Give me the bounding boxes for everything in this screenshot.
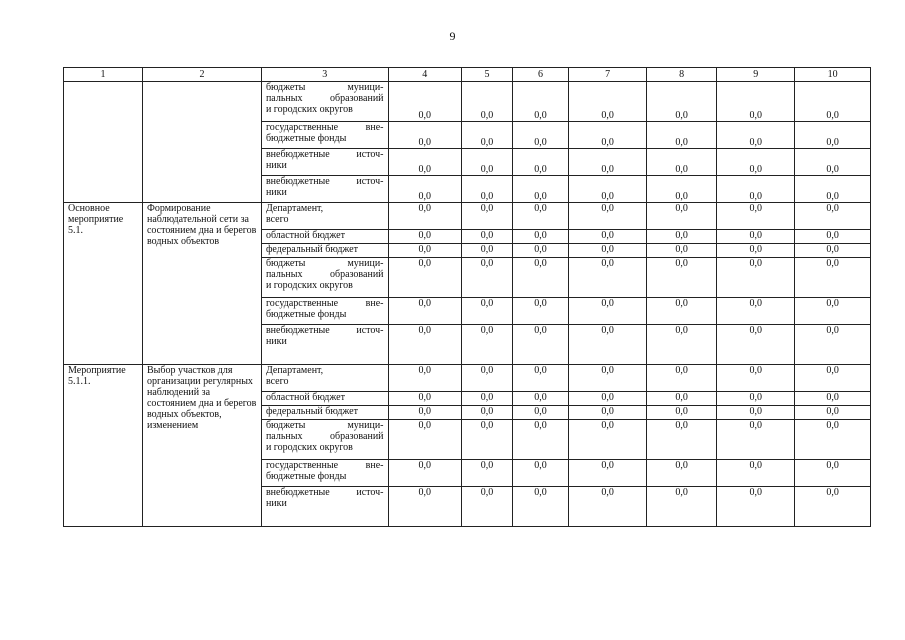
value-cell: 0,0: [512, 122, 568, 149]
table-row: [64, 365, 871, 392]
funding-source-cell: [261, 230, 388, 244]
value-cell: 0,0: [388, 122, 462, 149]
value-cell: 0,0: [569, 244, 647, 258]
funding-source-line: государственные вне-: [265, 460, 384, 471]
measure-name-cell: Формирование наблюдательной сети за состоянием дна и берегов водных объектов: [142, 203, 261, 365]
value-cell: 0,0: [569, 176, 647, 203]
column-number: 3: [261, 68, 388, 82]
column-number: 1: [64, 68, 143, 82]
value-cell: 0,0: [717, 82, 795, 122]
value-cell: 0,0: [388, 392, 462, 406]
value-cell: 0,0: [462, 176, 513, 203]
column-number: 7: [569, 68, 647, 82]
value-cell: 0,0: [717, 392, 795, 406]
funding-source-cell: [261, 82, 388, 122]
funding-source-line: Департамент,: [265, 365, 324, 376]
value-cell: 0,0: [569, 298, 647, 325]
column-number: 5: [462, 68, 513, 82]
value-cell: 0,0: [388, 406, 462, 420]
value-cell: 0,0: [795, 149, 871, 176]
value-cell: 0,0: [462, 298, 513, 325]
value-cell: 0,0: [647, 203, 717, 230]
value-cell: 0,0: [388, 176, 462, 203]
value-cell: 0,0: [717, 365, 795, 392]
value-cell: 0,0: [388, 460, 462, 487]
funding-source-cell: [261, 203, 388, 230]
column-number: 9: [717, 68, 795, 82]
value-cell: 0,0: [795, 365, 871, 392]
value-cell: 0,0: [462, 325, 513, 365]
value-cell: 0,0: [462, 203, 513, 230]
value-cell: 0,0: [569, 406, 647, 420]
funding-source-line: всего: [265, 376, 289, 387]
funding-source-line: областной бюджет: [265, 392, 345, 403]
value-cell: 0,0: [795, 420, 871, 460]
value-cell: 0,0: [512, 325, 568, 365]
funding-source-line: государственные вне-: [265, 122, 384, 133]
table-row: [64, 82, 871, 122]
value-cell: 0,0: [388, 230, 462, 244]
value-cell: 0,0: [795, 298, 871, 325]
value-cell: 0,0: [647, 122, 717, 149]
value-cell: 0,0: [569, 230, 647, 244]
value-cell: 0,0: [569, 460, 647, 487]
value-cell: 0,0: [795, 392, 871, 406]
value-cell: 0,0: [512, 365, 568, 392]
value-cell: 0,0: [647, 460, 717, 487]
value-cell: 0,0: [388, 420, 462, 460]
value-cell: 0,0: [717, 122, 795, 149]
value-cell: 0,0: [647, 298, 717, 325]
column-number: 6: [512, 68, 568, 82]
funding-source-line: ники: [265, 336, 287, 347]
funding-source-line: государственные вне-: [265, 298, 384, 309]
value-cell: 0,0: [462, 365, 513, 392]
value-cell: 0,0: [569, 122, 647, 149]
value-cell: 0,0: [795, 258, 871, 298]
value-cell: 0,0: [717, 460, 795, 487]
value-cell: 0,0: [647, 487, 717, 527]
funding-source-line: пальных образований: [265, 431, 384, 442]
value-cell: 0,0: [462, 244, 513, 258]
value-cell: 0,0: [717, 244, 795, 258]
value-cell: 0,0: [569, 420, 647, 460]
value-cell: 0,0: [569, 365, 647, 392]
value-cell: 0,0: [512, 203, 568, 230]
value-cell: 0,0: [647, 392, 717, 406]
value-cell: 0,0: [462, 420, 513, 460]
measure-code-cell: Основное мероприятие 5.1.: [64, 203, 143, 365]
funding-source-line: Департамент,: [265, 203, 324, 214]
value-cell: 0,0: [462, 392, 513, 406]
funding-source-line: и городских округов: [265, 104, 353, 115]
value-cell: 0,0: [388, 149, 462, 176]
value-cell: 0,0: [512, 244, 568, 258]
funding-source-cell: [261, 298, 388, 325]
funding-source-line: федеральный бюджет: [265, 406, 358, 417]
value-cell: 0,0: [388, 298, 462, 325]
value-cell: 0,0: [462, 82, 513, 122]
value-cell: 0,0: [462, 406, 513, 420]
value-cell: 0,0: [512, 230, 568, 244]
funding-source-cell: [261, 258, 388, 298]
value-cell: 0,0: [462, 460, 513, 487]
value-cell: 0,0: [388, 365, 462, 392]
funding-source-line: внебюджетные источ-: [265, 176, 384, 187]
funding-source-line: внебюджетные источ-: [265, 325, 384, 336]
value-cell: 0,0: [569, 203, 647, 230]
value-cell: 0,0: [795, 230, 871, 244]
value-cell: 0,0: [647, 230, 717, 244]
measure-code-cell: [64, 82, 143, 203]
value-cell: 0,0: [717, 406, 795, 420]
value-cell: 0,0: [795, 122, 871, 149]
value-cell: 0,0: [512, 460, 568, 487]
column-number-row: [64, 68, 871, 82]
funding-source-line: бюджеты муници-: [265, 82, 384, 93]
funding-source-line: ники: [265, 498, 287, 509]
measure-name-cell: [142, 82, 261, 203]
value-cell: 0,0: [795, 460, 871, 487]
funding-source-cell: [261, 392, 388, 406]
value-cell: 0,0: [647, 325, 717, 365]
funding-source-line: бюджеты муници-: [265, 258, 384, 269]
value-cell: 0,0: [569, 82, 647, 122]
column-number: 4: [388, 68, 462, 82]
value-cell: 0,0: [647, 420, 717, 460]
value-cell: 0,0: [388, 325, 462, 365]
funding-source-line: ники: [265, 160, 287, 171]
funding-source-line: ники: [265, 187, 287, 198]
funding-source-cell: [261, 122, 388, 149]
funding-source-line: и городских округов: [265, 442, 353, 453]
measure-name-cell: Выбор участков для организации регулярных наблюдений за состоянием дна и берегов водных объектов, изменением: [142, 365, 261, 527]
value-cell: 0,0: [795, 82, 871, 122]
value-cell: 0,0: [462, 230, 513, 244]
value-cell: 0,0: [512, 406, 568, 420]
value-cell: 0,0: [462, 258, 513, 298]
value-cell: 0,0: [462, 487, 513, 527]
value-cell: 0,0: [388, 244, 462, 258]
value-cell: 0,0: [512, 392, 568, 406]
funding-source-line: и городских округов: [265, 280, 353, 291]
value-cell: 0,0: [512, 149, 568, 176]
funding-source-line: пальных образований: [265, 269, 384, 280]
page-number: 9: [449, 29, 456, 43]
value-cell: 0,0: [512, 487, 568, 527]
value-cell: 0,0: [795, 406, 871, 420]
value-cell: 0,0: [512, 258, 568, 298]
value-cell: 0,0: [717, 176, 795, 203]
funding-source-line: бюджетные фонды: [265, 309, 347, 320]
funding-source-cell: [261, 149, 388, 176]
funding-source-cell: [261, 244, 388, 258]
value-cell: 0,0: [512, 420, 568, 460]
value-cell: 0,0: [512, 176, 568, 203]
funding-source-cell: [261, 325, 388, 365]
funding-source-line: внебюджетные источ-: [265, 149, 384, 160]
value-cell: 0,0: [569, 392, 647, 406]
value-cell: 0,0: [647, 82, 717, 122]
funding-source-line: федеральный бюджет: [265, 244, 358, 255]
value-cell: 0,0: [795, 176, 871, 203]
value-cell: 0,0: [388, 203, 462, 230]
value-cell: 0,0: [647, 365, 717, 392]
value-cell: 0,0: [647, 176, 717, 203]
funding-source-cell: [261, 365, 388, 392]
funding-source-line: внебюджетные источ-: [265, 487, 384, 498]
value-cell: 0,0: [717, 230, 795, 244]
value-cell: 0,0: [647, 406, 717, 420]
value-cell: 0,0: [512, 82, 568, 122]
value-cell: 0,0: [795, 325, 871, 365]
funding-source-line: областной бюджет: [265, 230, 345, 241]
value-cell: 0,0: [717, 298, 795, 325]
funding-source-line: бюджетные фонды: [265, 471, 347, 482]
funding-source-line: пальных образований: [265, 93, 384, 104]
measure-code-cell: Мероприятие 5.1.1.: [64, 365, 143, 527]
value-cell: 0,0: [462, 149, 513, 176]
value-cell: 0,0: [569, 149, 647, 176]
value-cell: 0,0: [717, 203, 795, 230]
funding-source-line: бюджеты муници-: [265, 420, 384, 431]
value-cell: 0,0: [647, 258, 717, 298]
funding-source-cell: [261, 420, 388, 460]
value-cell: 0,0: [647, 244, 717, 258]
value-cell: 0,0: [388, 258, 462, 298]
value-cell: 0,0: [795, 244, 871, 258]
value-cell: 0,0: [388, 487, 462, 527]
value-cell: 0,0: [717, 487, 795, 527]
value-cell: 0,0: [569, 258, 647, 298]
funding-source-cell: [261, 460, 388, 487]
funding-source-cell: [261, 176, 388, 203]
funding-source-line: всего: [265, 214, 289, 225]
value-cell: 0,0: [717, 420, 795, 460]
column-number: 2: [142, 68, 261, 82]
value-cell: 0,0: [717, 325, 795, 365]
column-number: 8: [647, 68, 717, 82]
value-cell: 0,0: [388, 82, 462, 122]
value-cell: 0,0: [512, 298, 568, 325]
value-cell: 0,0: [717, 258, 795, 298]
funding-source-line: бюджетные фонды: [265, 133, 347, 144]
column-number: 10: [795, 68, 871, 82]
value-cell: 0,0: [569, 325, 647, 365]
table-row: [64, 203, 871, 230]
value-cell: 0,0: [795, 203, 871, 230]
value-cell: 0,0: [795, 487, 871, 527]
value-cell: 0,0: [462, 122, 513, 149]
value-cell: 0,0: [647, 149, 717, 176]
value-cell: 0,0: [569, 487, 647, 527]
funding-source-cell: [261, 406, 388, 420]
value-cell: 0,0: [717, 149, 795, 176]
budget-table: [63, 67, 871, 527]
funding-source-cell: [261, 487, 388, 527]
